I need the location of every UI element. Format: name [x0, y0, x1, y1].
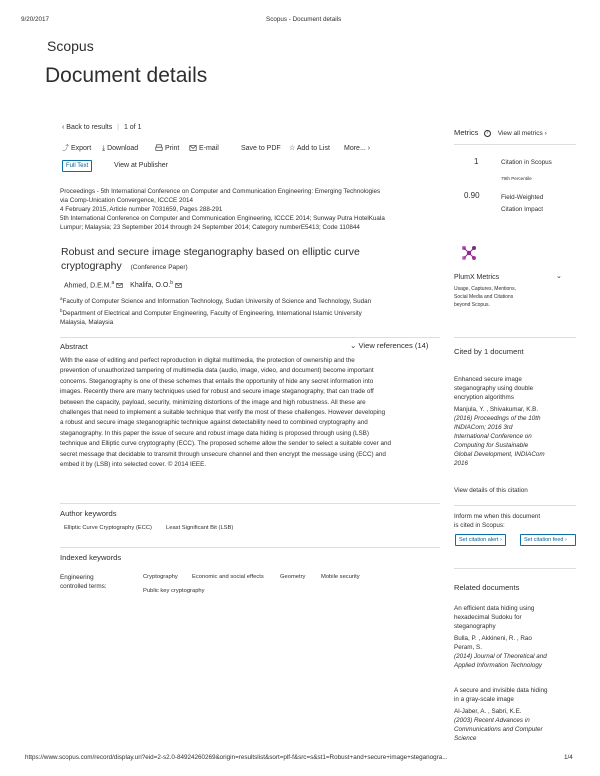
chevron-right-icon: › — [499, 537, 502, 543]
chevron-right-icon: › — [544, 130, 547, 137]
more-menu-button[interactable]: More... › — [344, 145, 371, 152]
abstract-line: secret message that decidable to transmit through unsecure channel and then encrypt the message using (ECC) and — [60, 450, 386, 458]
citation-alert-prompt: Inform me when this document is cited in Scopus: — [454, 513, 541, 529]
related-document-authors: Bulla, P. , Akkineni, R. , Rao Peram, S. — [454, 635, 532, 651]
download-button[interactable]: ⤓ Download — [102, 145, 139, 152]
print-date: 9/20/2017 — [21, 16, 50, 23]
abstract-line: embed it by (LSB) into selected cover. © 2014 IEEE. — [60, 461, 207, 469]
divider — [454, 337, 576, 338]
page-title: Document details — [45, 64, 208, 87]
view-at-publisher-link[interactable]: View at Publisher — [114, 162, 168, 169]
pager: 1 of 1 — [123, 124, 142, 131]
author-keywords-heading: Author keywords — [60, 509, 117, 518]
keyword-item[interactable]: Mobile security — [321, 574, 360, 580]
chevron-right-icon: › — [367, 145, 371, 152]
print-button[interactable]: Print — [155, 144, 179, 154]
save-pdf-button[interactable]: Save to PDF — [241, 145, 281, 152]
controlled-terms-label: Engineering controlled terms: — [60, 574, 107, 590]
abstract-line: between the capacity, payload, security, minimizing distortions of the image and high robustness. All these are — [60, 398, 366, 406]
keyword-item[interactable]: Least Significant Bit (LSB) — [166, 525, 234, 531]
related-document-source: (2003) Recent Advances in Communications and Computer Science — [454, 717, 543, 742]
plumx-title[interactable]: PlumX Metrics — [454, 274, 500, 281]
keyword-item[interactable]: Geometry — [280, 574, 306, 580]
abstract-line: steganography. In this paper the issue of secure and robust image data hiding is proposed through using (LSB) — [60, 429, 369, 437]
email-icon[interactable] — [116, 282, 123, 289]
view-all-metrics-link[interactable]: View all metrics › — [497, 130, 547, 137]
keyword-item[interactable]: Elliptic Curve Cryptography (ECC) — [64, 525, 152, 531]
indexed-keywords-heading: Indexed keywords — [60, 553, 122, 562]
related-document-authors: Al-Jaber, A. , Sabri, K.E. — [454, 708, 522, 715]
abstract-line: a robust and secure image steganographic technique against detectability need to combined cryptography and — [60, 419, 368, 427]
email-icon — [189, 144, 197, 152]
citing-document-title[interactable]: Enhanced secure image steganography using double encryption algorithms — [454, 376, 534, 401]
related-document-item — [454, 686, 576, 743]
print-icon — [155, 144, 163, 152]
citing-document-source: (2016) Proceedings of the 10th INDIACom; 2016 3rd International Conference on Computing for Sustainable Global Development, INDIACom 2016 — [454, 415, 545, 467]
add-to-list-button[interactable]: ☆ Add to List — [289, 145, 330, 152]
metrics-panel — [454, 128, 576, 139]
related-document-item — [454, 604, 576, 670]
set-citation-feed-button[interactable]: Set citation feed › — [520, 534, 576, 546]
percentile-label: 79th Percentile — [501, 176, 532, 181]
keyword-item[interactable]: Economic and social effects — [192, 574, 264, 580]
abstract-line: concerns. Steganography is one of these schemes that entails the opportunity of hide any secret information into — [60, 377, 374, 385]
citation-count: 1 — [474, 157, 479, 166]
keyword-item[interactable]: Public key cryptography — [143, 588, 205, 594]
chevron-down-icon[interactable]: ⌄ — [556, 273, 562, 280]
fwci-label: Field-Weighted Citation Impact — [501, 194, 544, 213]
view-references-link[interactable]: ⌄ View references (14) — [350, 341, 429, 350]
keyword-item[interactable]: Cryptography — [143, 574, 178, 580]
email-icon[interactable] — [175, 282, 182, 289]
document-type: (Conference Paper) — [130, 264, 188, 271]
divider — [60, 337, 440, 338]
export-button[interactable]: ⤴ Export — [62, 145, 92, 152]
print-footer-url: https://www.scopus.com/record/display.uri?eid=2-s2.0-84924260269&origin=resultslist&sort=plf-f&src=s&st1=Robust+and+secure+image+steganogra... — [25, 754, 448, 761]
cited-by-heading: Cited by 1 document — [454, 347, 524, 356]
citation-count-label[interactable]: Citation in Scopus — [501, 159, 552, 166]
view-citation-details-link[interactable]: View details of this citation — [454, 487, 528, 494]
email-button[interactable]: E-mail — [189, 144, 219, 154]
abstract-heading: Abstract — [60, 342, 88, 351]
divider — [60, 547, 440, 548]
citing-document-authors: Manjula, Y. , Shivakumar, K.B. — [454, 406, 539, 413]
metrics-heading: Metrics — [454, 128, 479, 137]
source-info: Proceedings - 5th International Conference on Computer and Communication Engineering: Emerging Technologies via Comp-Unication Convergence, ICCCE 2014 4 February 2015, Article number 7031659, Pages 288-291 5th International Conference on Computer and Communication Engineering, ICCCE 2014; Sunway Putra HotelKuala Lumpur; Malaysia; 23 September 2014 through 24 September 2014; Category numberE5413; Code 110844 — [60, 188, 385, 231]
document-title: Robust and secure image steganography based on elliptic curve cryptography (Conference Paper) — [61, 246, 360, 272]
divider — [454, 144, 576, 145]
abstract-text — [60, 356, 450, 470]
citing-document — [454, 375, 576, 468]
abstract-line: technique and Elliptic curve cryptography (ECC). The proposed scheme allow the sender to select a suitable cover and — [60, 440, 391, 448]
scopus-logo-text[interactable]: Scopus — [47, 38, 94, 54]
print-page-title: Scopus - Document details — [266, 16, 342, 23]
divider — [454, 505, 576, 506]
back-to-results-link[interactable]: ‹ Back to results | 1 of 1 — [62, 124, 142, 131]
download-icon: ⤓ — [102, 145, 106, 152]
abstract-line: challenges that need to implement a suitable technique that verify the most of these challenges. However developing — [60, 409, 386, 417]
abstract-line: images. Recently there are many techniques used for robust and secure image steganography, that can trade off — [60, 388, 374, 396]
related-documents-heading: Related documents — [454, 583, 520, 592]
author-link[interactable]: Khalifa, O.O. — [130, 282, 171, 290]
abstract-line: prevention of unauthorized tampering of multimedia data (audio, image, video, and document) become important — [60, 367, 374, 375]
related-document-source: (2014) Journal of Theoretical and Applied Information Technology — [454, 653, 547, 669]
fwci-value: 0.90 — [464, 191, 480, 200]
set-citation-alert-button[interactable]: Set citation alert › — [455, 534, 506, 546]
related-document-title[interactable]: A secure and invisible data hiding in a gray-scale image — [454, 687, 548, 703]
chevron-right-icon: › — [564, 537, 567, 543]
affiliations: $^a$Faculty of Computer Science and Information Technology, Sudan University of Science and Technology, Sudan $^b$Department of Electrical and Computer Engineering, Faculty of Engineering, International Islamic University Malaysia, Malaysia — [60, 296, 372, 327]
help-icon[interactable]: ? — [484, 130, 491, 137]
chevron-left-icon: ‹ — [62, 124, 65, 131]
related-document-title[interactable]: An efficient data hiding using hexadecimal Sudoku for steganography — [454, 605, 535, 630]
divider — [60, 503, 440, 504]
plumx-description: Usage, Captures, Mentions, Social Media and Citations beyond Scopus. — [454, 286, 516, 308]
star-icon: ☆ — [289, 145, 296, 152]
author-link[interactable]: Ahmed, D.E.M. — [64, 282, 112, 290]
authors: Ahmed, D.E.M.$^a$ Khalifa, O.O.$^b$ — [64, 279, 182, 291]
export-icon: ⤴ — [62, 145, 69, 152]
abstract-line: With the ease of editing and perfect reproduction in digital multimedia, the protection of ownership and the — [60, 357, 355, 364]
full-text-button[interactable]: Full Text — [62, 160, 92, 172]
divider — [454, 568, 576, 569]
plumx-logo-icon — [460, 244, 478, 262]
nav-separator: | — [117, 124, 119, 131]
chevron-down-icon: ⌄ — [350, 341, 357, 350]
print-page-counter: 1/4 — [564, 754, 573, 761]
